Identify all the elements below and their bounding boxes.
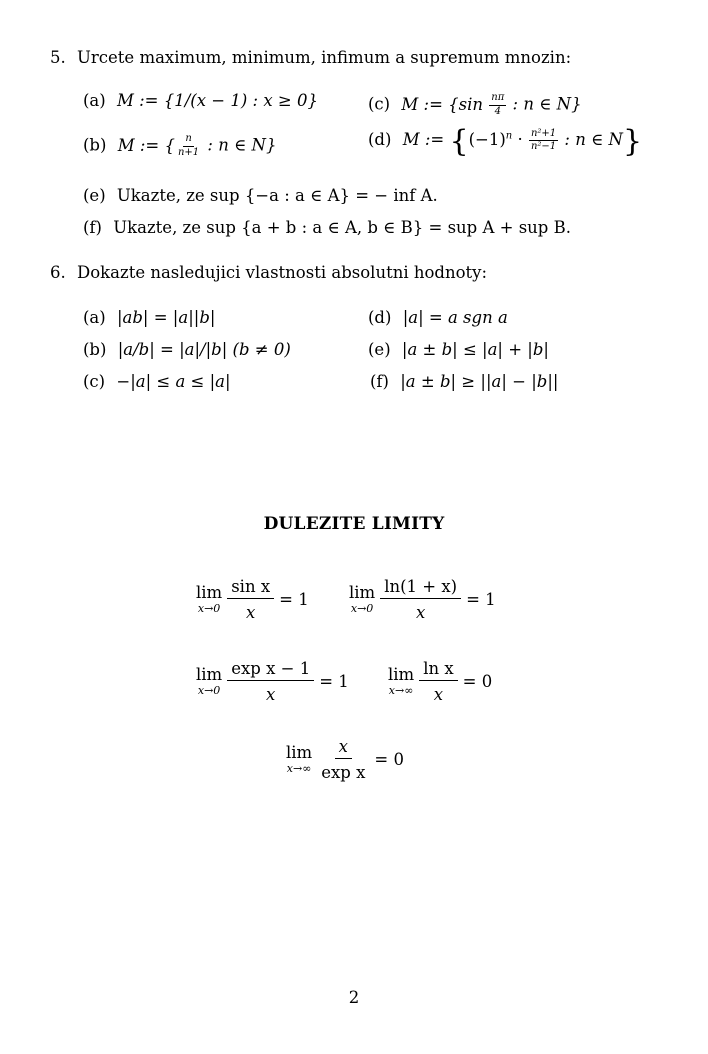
problem-6f — [370, 374, 558, 391]
fraction-numerator: exp x − 1 — [227, 660, 314, 681]
item-label: (e) — [83, 186, 106, 205]
fraction-numerator: n — [183, 134, 193, 147]
lim-subscript: x→0 — [197, 602, 221, 616]
item-expr: |a ± b| ≤ |a| + |b| — [401, 340, 549, 359]
problem-5d — [368, 124, 643, 159]
lim-subscript: x→0 — [197, 684, 221, 698]
problem-5-text: Urcete maximum, minimum, infimum a supremum mnozin: — [77, 48, 572, 67]
limit-fraction — [317, 738, 369, 782]
fraction-denominator: exp x — [321, 763, 366, 783]
lim-subscript: x→0 — [350, 602, 374, 616]
fraction-denominator: n²−1 — [530, 141, 557, 152]
problem-6-number: 6. — [50, 263, 66, 282]
lim-subscript: x→∞ — [388, 684, 414, 698]
problem-5e — [83, 188, 438, 205]
limit-fraction — [419, 660, 457, 704]
brace-open: { — [449, 124, 469, 159]
fraction-denominator: x — [433, 685, 444, 705]
dot-operator: · — [512, 130, 528, 149]
fraction-denominator: x — [416, 603, 426, 623]
lim-word: lim — [196, 664, 223, 684]
item-label: (a) — [83, 308, 106, 327]
lim-word: lim — [286, 742, 313, 762]
problem-6-heading — [50, 265, 487, 282]
problem-5b — [83, 134, 276, 158]
limit-expression — [388, 660, 492, 704]
item-label: (b) — [83, 340, 107, 359]
problem-6c — [83, 374, 231, 391]
item-label: (a) — [83, 91, 106, 110]
item-label: (f) — [370, 372, 389, 391]
item-label: (e) — [368, 340, 391, 359]
problem-6e — [368, 342, 549, 359]
fraction-numerator: sin x — [227, 578, 274, 599]
item-expr: |ab| = |a||b| — [116, 308, 216, 327]
fraction-numerator: n²+1 — [529, 129, 558, 142]
limit-result: = 1 — [466, 589, 496, 609]
item-suffix: : n ∈ N} — [202, 135, 277, 155]
problem-5-heading — [50, 50, 571, 67]
fraction — [176, 134, 201, 158]
brace-close: } — [623, 124, 643, 159]
fraction-numerator: x — [335, 738, 352, 759]
item-prefix: M := — [402, 130, 450, 149]
lim-operator — [196, 664, 223, 698]
item-text: Ukazte, ze sup {a + b : a ∈ A, b ∈ B} = sup A + sup B. — [113, 218, 571, 237]
page-number: 2 — [348, 988, 360, 1007]
item-label: (b) — [83, 135, 107, 155]
problem-6b — [83, 342, 291, 359]
item-suffix: : n ∈ N} — [507, 94, 582, 114]
lim-operator — [286, 742, 313, 776]
problem-5c — [368, 93, 582, 117]
problem-5-number: 5. — [50, 48, 66, 67]
power-exponent: n — [505, 130, 513, 142]
problem-6-text: Dokazte nasledujici vlastnosti absolutni hodnoty: — [77, 263, 488, 282]
lim-word: lim — [196, 582, 223, 602]
fraction-denominator: x — [246, 603, 256, 623]
fraction-numerator: nπ — [489, 93, 506, 106]
item-label: (f) — [83, 218, 102, 237]
fraction-denominator: n+1 — [177, 146, 200, 158]
problem-5f — [83, 220, 571, 237]
fraction — [529, 129, 558, 153]
item-label: (c) — [368, 94, 391, 114]
fraction-denominator: x — [266, 685, 276, 705]
problem-6d — [368, 310, 508, 327]
fraction-numerator: ln(1 + x) — [380, 578, 461, 599]
limit-result: = 1 — [319, 671, 349, 691]
item-label: (d) — [368, 130, 392, 149]
limit-result: = 0 — [374, 749, 404, 769]
lim-operator — [349, 582, 376, 616]
fraction-denominator: 4 — [494, 105, 501, 117]
lim-operator — [388, 664, 415, 698]
lim-word: lim — [349, 582, 376, 602]
item-prefix: M := { — [117, 135, 175, 155]
problem-5a — [83, 93, 318, 110]
fraction — [489, 93, 506, 117]
item-text: Ukazte, ze sup {−a : a ∈ A} = − inf A. — [116, 186, 438, 205]
limit-expression — [196, 660, 349, 704]
item-expr: |a ± b| ≥ ||a| − |b|| — [400, 372, 559, 391]
item-expr: M := {1/(x − 1) : x ≥ 0} — [116, 91, 318, 110]
limits-heading: DULEZITE LIMITY — [263, 514, 445, 534]
limit-expression — [196, 578, 309, 622]
item-prefix: M := {sin — [401, 94, 489, 114]
limit-expression — [286, 738, 404, 782]
limit-fraction — [380, 578, 461, 622]
item-label: (c) — [83, 372, 106, 391]
lim-subscript: x→∞ — [286, 762, 312, 776]
item-suffix: : n ∈ N — [559, 130, 623, 149]
limit-expression — [349, 578, 496, 622]
power-base: (−1) — [468, 130, 506, 149]
limit-fraction — [227, 578, 274, 622]
limit-result: = 0 — [462, 671, 493, 691]
lim-operator — [196, 582, 223, 616]
item-expr: −|a| ≤ a ≤ |a| — [116, 372, 231, 391]
limit-result: = 1 — [279, 589, 309, 609]
limit-fraction — [227, 660, 314, 704]
lim-word: lim — [388, 664, 415, 684]
item-label: (d) — [368, 308, 392, 327]
fraction-numerator: ln x — [419, 660, 457, 681]
problem-6a — [83, 310, 215, 327]
item-expr: |a/b| = |a|/|b| (b ≠ 0) — [117, 340, 291, 359]
item-expr: |a| = a sgn a — [402, 308, 508, 327]
